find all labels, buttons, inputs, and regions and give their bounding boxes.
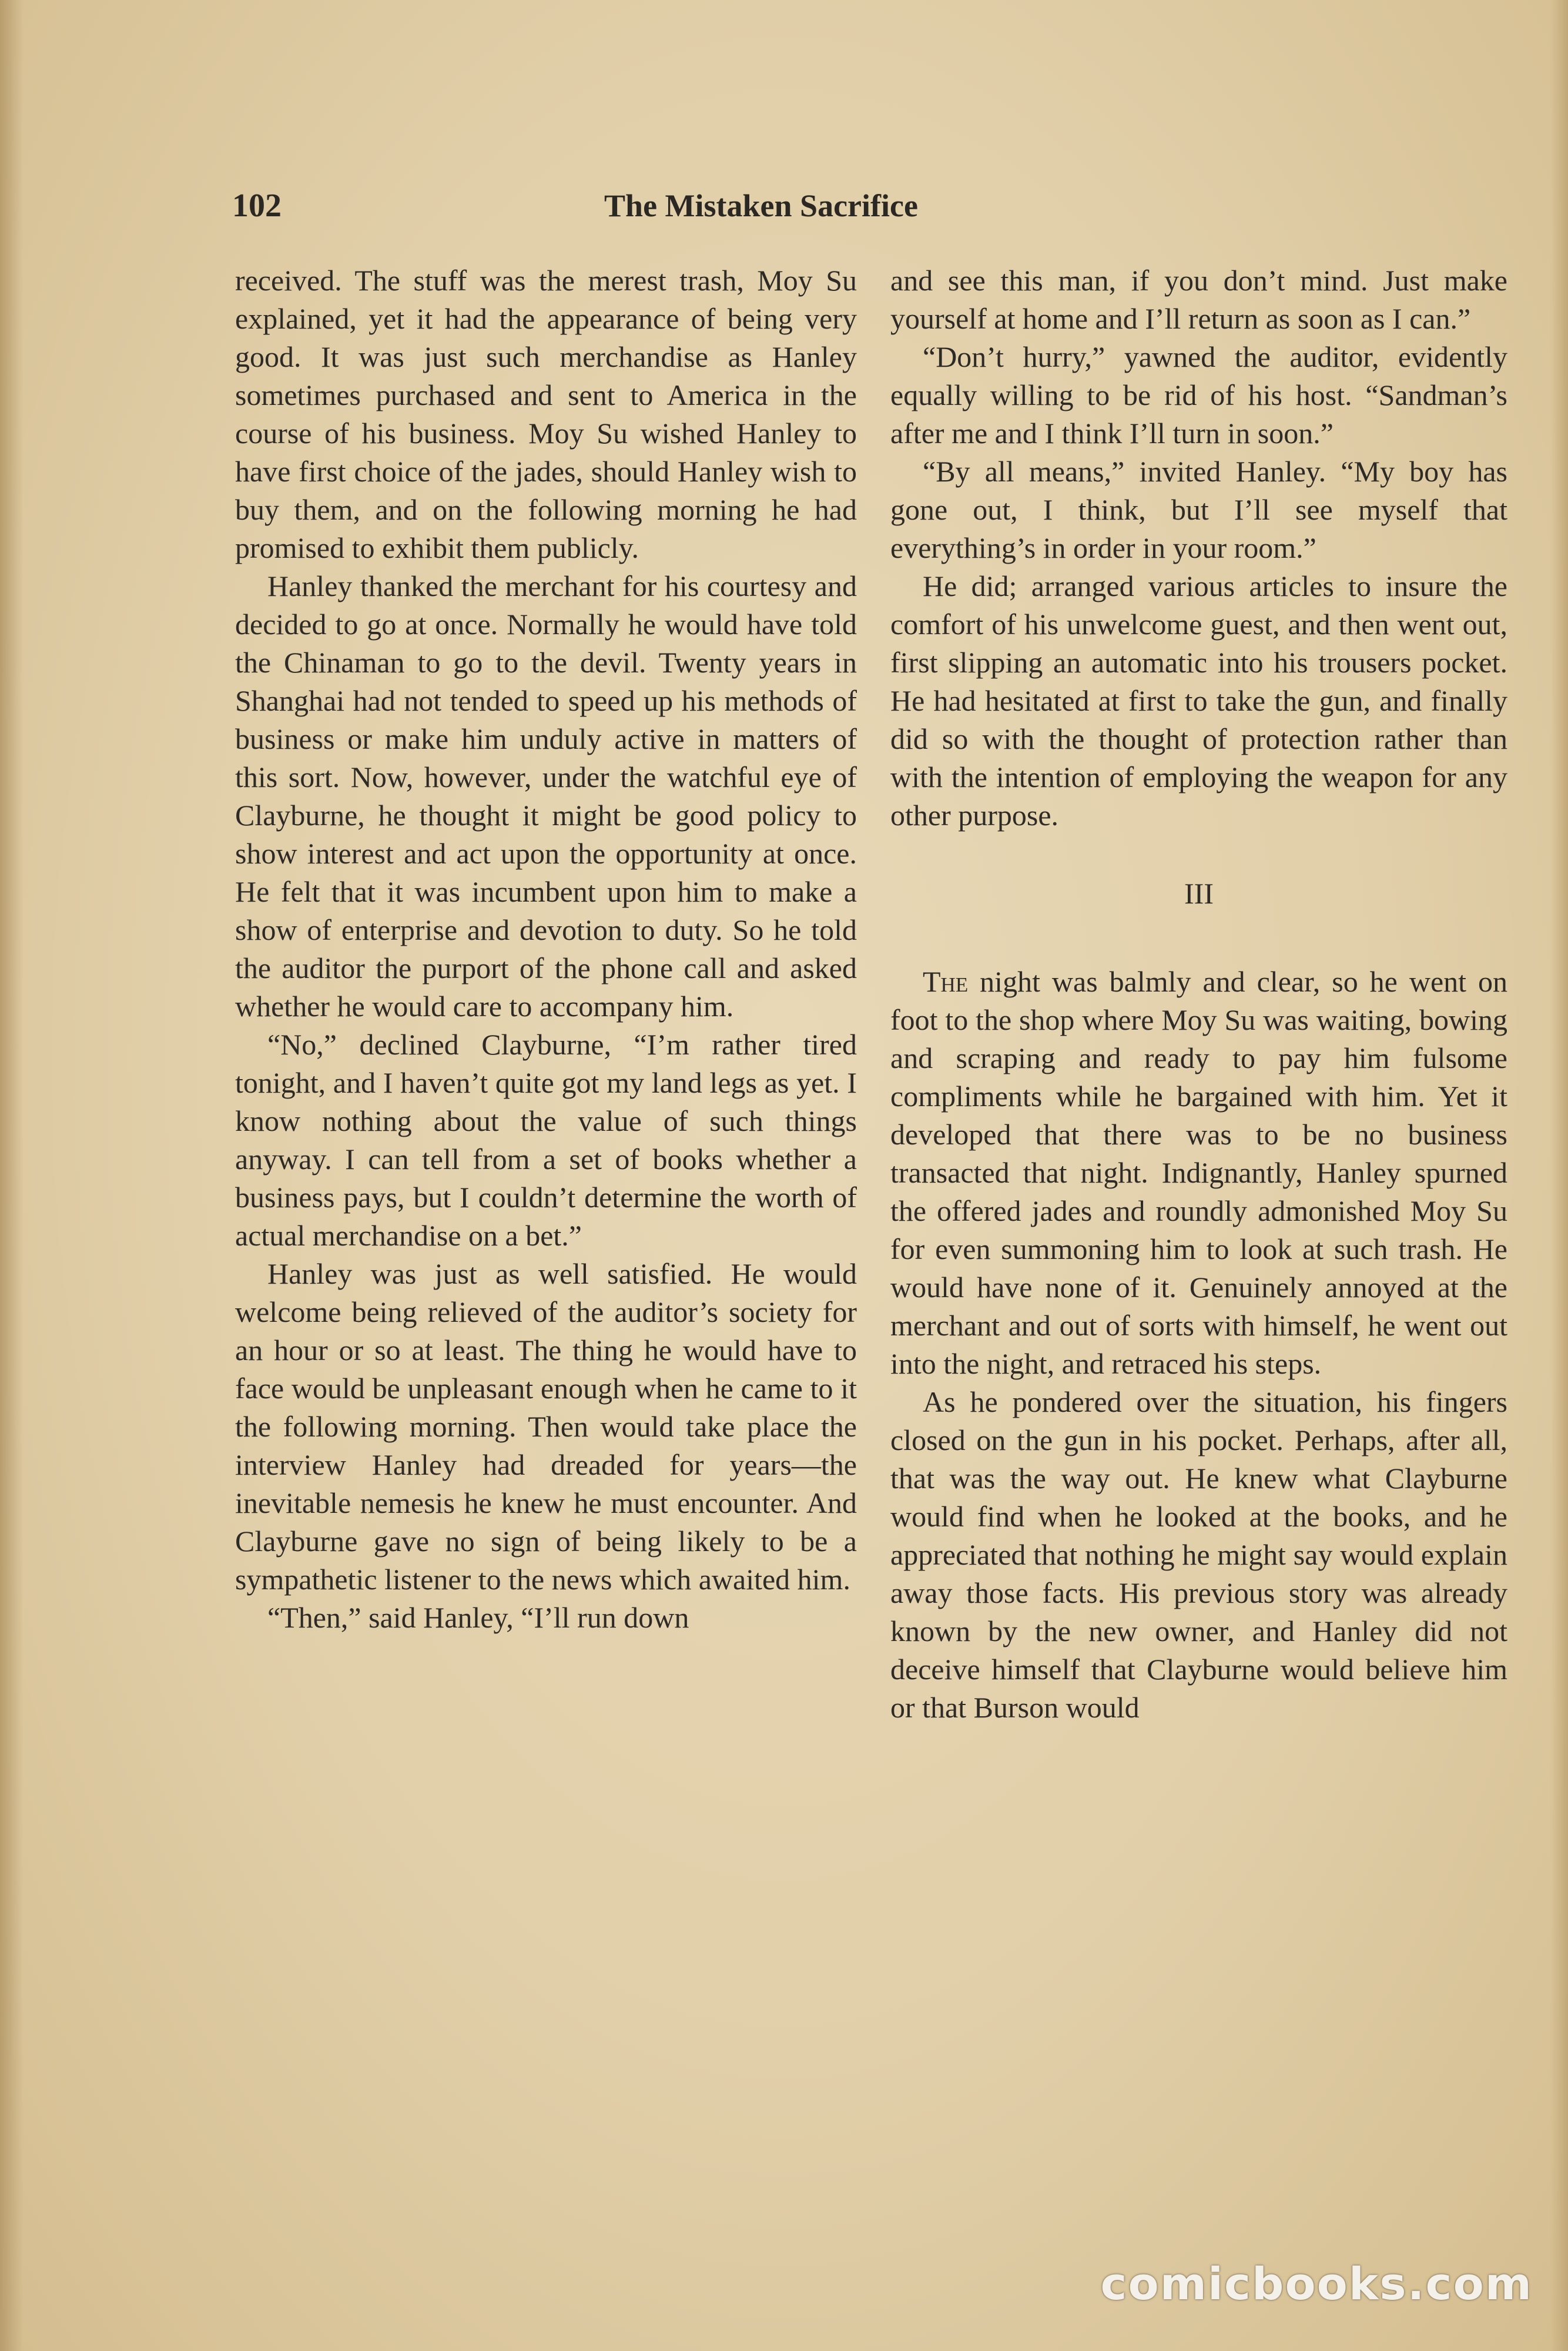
paragraph: “No,” declined Clayburne, “I’m rather tired tonight, and I haven’t quite got my land legs as yet. I know nothing about the value of such things anyway. I can tell from a set of books whether a business pays, but I couldn’t determine the worth of actual merchandise on a bet.” — [235, 1028, 857, 1252]
page-edge-shadow-right — [1550, 0, 1568, 2351]
paragraph: He did; arranged various articles to insure the comfort of his unwelcome guest, and then went out, first slipping an automatic into his trousers pocket. He had hesitated at first to take the gun, and finally did so with the thought of protection rather than with the intention of employing the weapon for any other purpose. — [890, 570, 1507, 832]
paragraph: “By all means,” invited Hanley. “My boy has gone out, I think, but I’ll see myself that everything’s in order in your room.” — [890, 455, 1507, 564]
left-column — [235, 262, 857, 1637]
paragraph: and see this man, if you don’t mind. Just make yourself at home and I’ll return as soon as I can.” — [890, 264, 1507, 335]
page-number: 102 — [232, 187, 282, 224]
paragraph: “Then,” said Hanley, “I’ll run down — [267, 1601, 689, 1634]
paragraph: “Don’t hurry,” yawned the auditor, evidently equally willing to be rid of his host. “Sandman’s after me and I think I’ll turn in soon.” — [890, 340, 1507, 450]
page-title: The Mistaken Sacrifice — [604, 188, 918, 223]
paragraph: Hanley was just as well satisfied. He would welcome being relieved of the auditor’s society for an hour or so at least. The thing he would have to face would be unpleasant enough when he came to it the following morning. Then would take place the interview Hanley had dreaded for years—the inevitable nemesis he knew he must encounter. And Clayburne gave no sign of being likely to be a sympathetic listener to the news which awaited him. — [235, 1257, 857, 1596]
paragraph-text: night was balmly and clear, so he went on foot to the shop where Moy Su was waiting, bowing and scraping and ready to pay him fulsome compliments while he bargained with him. Yet it developed that there was to be no business transacted that night. Indignantly, Hanley spurned the offered jades and roundly admonished Moy Su for even summoning him to look at such trash. He would have none of it. Genuinely annoyed at the merchant and out of sorts with himself, he went out into the night, and retraced his steps. — [890, 965, 1507, 1380]
right-column — [890, 262, 1507, 1727]
paragraph: Hanley thanked the merchant for his courtesy and decided to go at once. Normally he would have told the Chinaman to go to the devil. Twenty years in Shanghai had not tended to speed up his methods of business or make him unduly active in matters of this sort. Now, however, under the watchful eye of Clayburne, he thought it might be good policy to show interest and act upon the opportunity at once. He felt that it was incumbent upon him to make a show of enterprise and devotion to duty. So he told the auditor the purport of the phone call and asked whether he would care to accompany him. — [235, 570, 857, 1023]
paragraph: received. The stuff was the merest trash, Moy Su explained, yet it had the appearance of being very good. It was just such merchandise as Hanley sometimes purchased and sent to America in the course of his business. Moy Su wished Hanley to have first choice of the jades, should Hanley wish to buy them, and on the following morning he had promised to exhibit them publicly. — [235, 264, 857, 564]
section-lead-word: The — [923, 965, 969, 998]
paragraph — [890, 963, 1507, 1383]
section-number: III — [1184, 877, 1214, 910]
watermark-logo: comicbooks.com — [1100, 2258, 1533, 2310]
page-edge-shadow-left — [0, 0, 24, 2351]
running-head — [232, 182, 1290, 229]
paragraph: As he pondered over the situation, his fingers closed on the gun in his pocket. Perhaps, after all, that was the way out. He knew what Clayburne would find when he looked at the books, and he appreciated that nothing he might say would explain away those facts. His previous story was already known by the new owner, and Hanley did not deceive himself that Clayburne would believe him or that Burson would — [890, 1385, 1507, 1724]
